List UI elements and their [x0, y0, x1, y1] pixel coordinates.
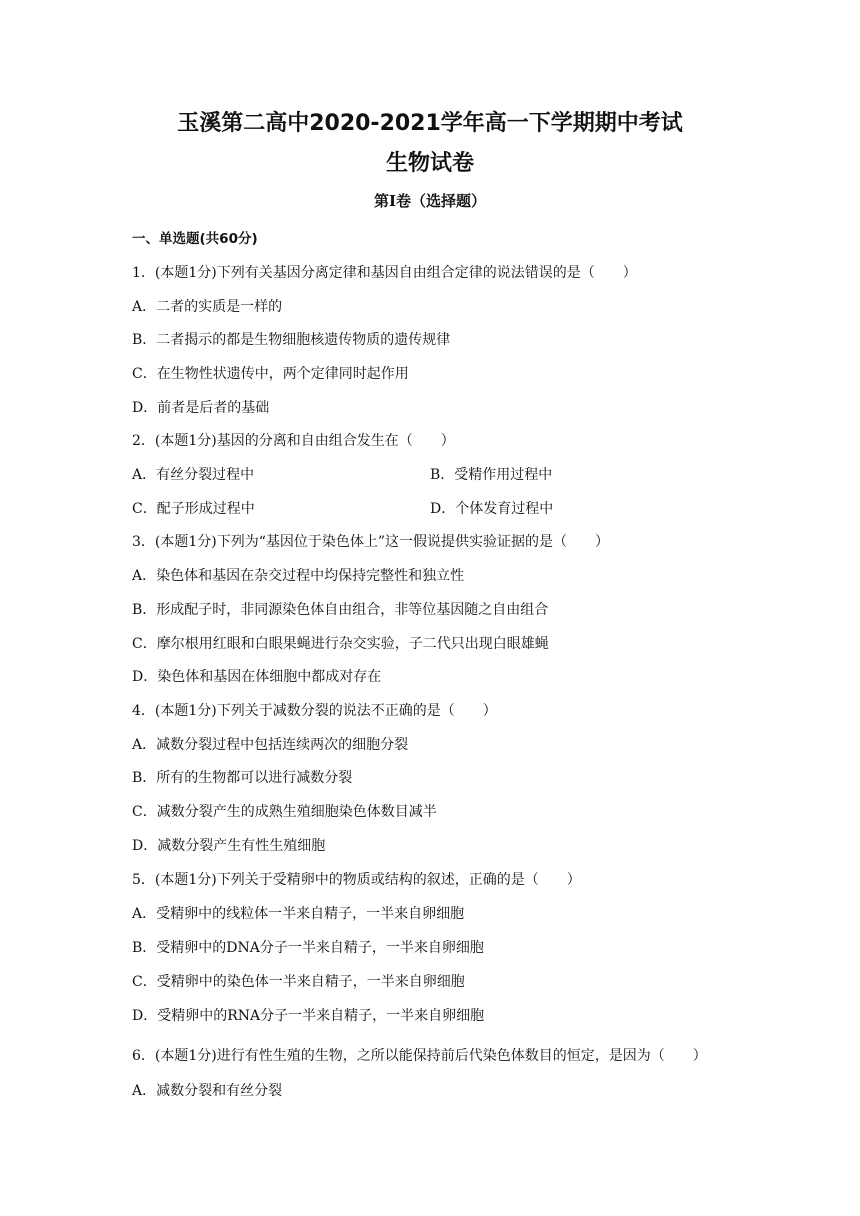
question-1-option-d: D．前者是后者的基础: [132, 400, 270, 416]
question-2-option-c: C．配子形成过程中: [132, 501, 255, 517]
question-4-option-a: A．减数分裂过程中包括连续两次的细胞分裂: [132, 737, 409, 753]
question-3-stem: 3．(本题1分)下列为“基因位于染色体上”这一假说提供实验证据的是（ ）: [132, 534, 610, 550]
question-3-option-b: B．形成配子时，非同源染色体自由组合，非等位基因随之自由组合: [132, 602, 549, 618]
question-5-option-a: A．受精卵中的线粒体一半来自精子，一半来自卵细胞: [132, 906, 465, 922]
question-1-option-b: B．二者揭示的都是生物细胞核遗传物质的遗传规律: [132, 332, 451, 348]
question-4-option-b: B．所有的生物都可以进行减数分裂: [132, 770, 353, 786]
question-6-stem: 6．(本题1分)进行有性生殖的生物，之所以能保持前后代染色体数目的恒定，是因为（ ）: [132, 1048, 707, 1064]
question-3-option-c: C．摩尔根用红眼和白眼果蝇进行杂交实验，子二代只出现白眼雄蝇: [132, 636, 549, 652]
question-4-option-d: D．减数分裂产生有性生殖细胞: [132, 838, 326, 854]
question-2-stem: 2．(本题1分)基因的分离和自由组合发生在（ ）: [132, 433, 455, 449]
exam-subtitle: 生物试卷: [385, 151, 474, 176]
question-1-option-a: A．二者的实质是一样的: [132, 299, 283, 315]
question-6-option-a: A．减数分裂和有丝分裂: [132, 1083, 283, 1099]
section-heading: 一、单选题(共60分): [132, 231, 258, 247]
question-2-option-d: D．个体发育过程中: [430, 501, 554, 517]
question-5-stem: 5．(本题1分)下列关于受精卵中的物质或结构的叙述，正确的是（ ）: [132, 872, 581, 888]
exam-title: 玉溪第二高中2020-2021学年高一下学期期中考试: [177, 111, 683, 136]
question-4-option-c: C．减数分裂产生的成熟生殖细胞染色体数目减半: [132, 804, 437, 820]
question-1-option-c: C．在生物性状遗传中，两个定律同时起作用: [132, 366, 409, 382]
question-4-stem: 4．(本题1分)下列关于减数分裂的说法不正确的是（ ）: [132, 703, 497, 719]
volume-heading: 第Ⅰ卷（选择题）: [373, 192, 487, 210]
question-3-option-d: D．染色体和基因在体细胞中都成对存在: [132, 669, 382, 685]
question-1-stem: 1．(本题1分)下列有关基因分离定律和基因自由组合定律的说法错误的是（ ）: [132, 265, 637, 281]
question-5-option-b: B．受精卵中的DNA分子一半来自精子，一半来自卵细胞: [132, 940, 484, 956]
question-5-option-d: D．受精卵中的RNA分子一半来自精子，一半来自卵细胞: [132, 1008, 485, 1024]
question-2-option-b: B．受精作用过程中: [430, 467, 553, 483]
question-2-option-a: A．有丝分裂过程中: [132, 467, 255, 483]
question-5-option-c: C．受精卵中的染色体一半来自精子，一半来自卵细胞: [132, 974, 465, 990]
question-3-option-a: A．染色体和基因在杂交过程中均保持完整性和独立性: [132, 568, 465, 584]
